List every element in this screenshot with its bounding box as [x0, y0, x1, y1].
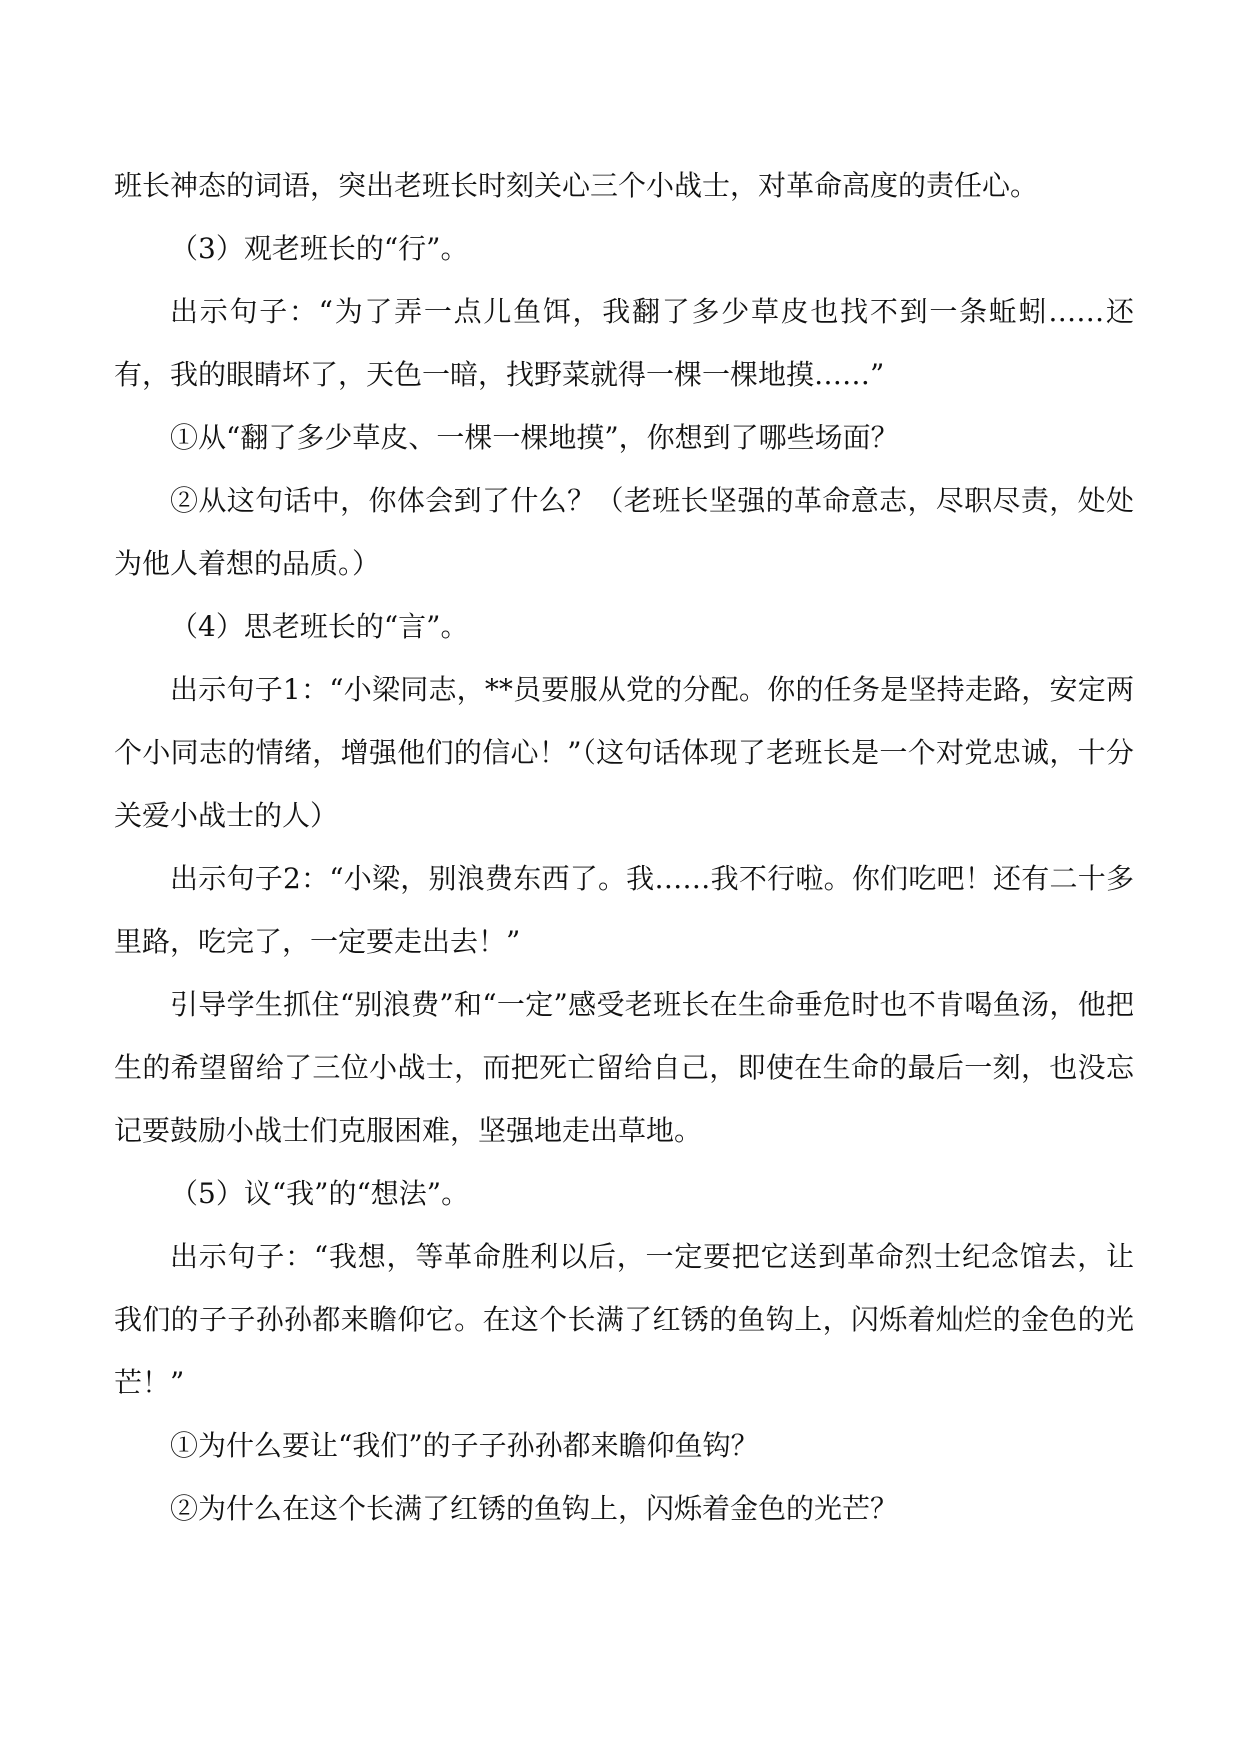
paragraph: 出示句子：“我想，等革命胜利以后，一定要把它送到革命烈士纪念馆去，让我们的子子孙孙都来瞻仰它。在这个长满了红锈的鱼钩上，闪烁着灿烂的金色的光芒！” — [114, 1240, 1134, 1399]
question-item: ①从“翻了多少草皮、一棵一棵地摸”，你想到了哪些场面？ — [170, 421, 899, 454]
section-heading: （3）观老班长的“行”。 — [170, 232, 469, 265]
section-heading: （5）议“我”的“想法”。 — [170, 1177, 470, 1210]
question-item: ②为什么在这个长满了红锈的鱼钩上，闪烁着金色的光芒？ — [170, 1492, 899, 1525]
paragraph: 引导学生抓住“别浪费”和“一定”感受老班长在生命垂危时也不肯喝鱼汤，他把生的希望留给了三位小战士，而把死亡留给自己，即使在生命的最后一刻，也没忘记要鼓励小战士们克服困难，坚强地走出草地。 — [114, 988, 1134, 1147]
paragraph: 出示句子：“为了弄一点儿鱼饵，我翻了多少草皮也找不到一条蚯蚓……还有，我的眼睛坏了，天色一暗，找野菜就得一棵一棵地摸……” — [114, 295, 1134, 391]
paragraph: 出示句子1：“小梁同志，**员要服从党的分配。你的任务是坚持走路，安定两个小同志的情绪，增强他们的信心！”（这句话体现了老班长是一个对党忠诚，十分关爱小战士的人） — [114, 673, 1134, 832]
question-item: ②从这句话中，你体会到了什么？（老班长坚强的革命意志，尽职尽责，处处为他人着想的品质。） — [114, 484, 1134, 580]
paragraph: 班长神态的词语，突出老班长时刻关心三个小战士，对革命高度的责任心。 — [114, 169, 1039, 202]
paragraph: 出示句子2：“小梁，别浪费东西了。我……我不行啦。你们吃吧！还有二十多里路，吃完了，一定要走出去！” — [114, 862, 1134, 958]
question-item: ①为什么要让“我们”的子子孙孙都来瞻仰鱼钩？ — [170, 1429, 759, 1462]
document-body — [114, 154, 1134, 1540]
section-heading: （4）思老班长的“言”。 — [170, 610, 469, 643]
